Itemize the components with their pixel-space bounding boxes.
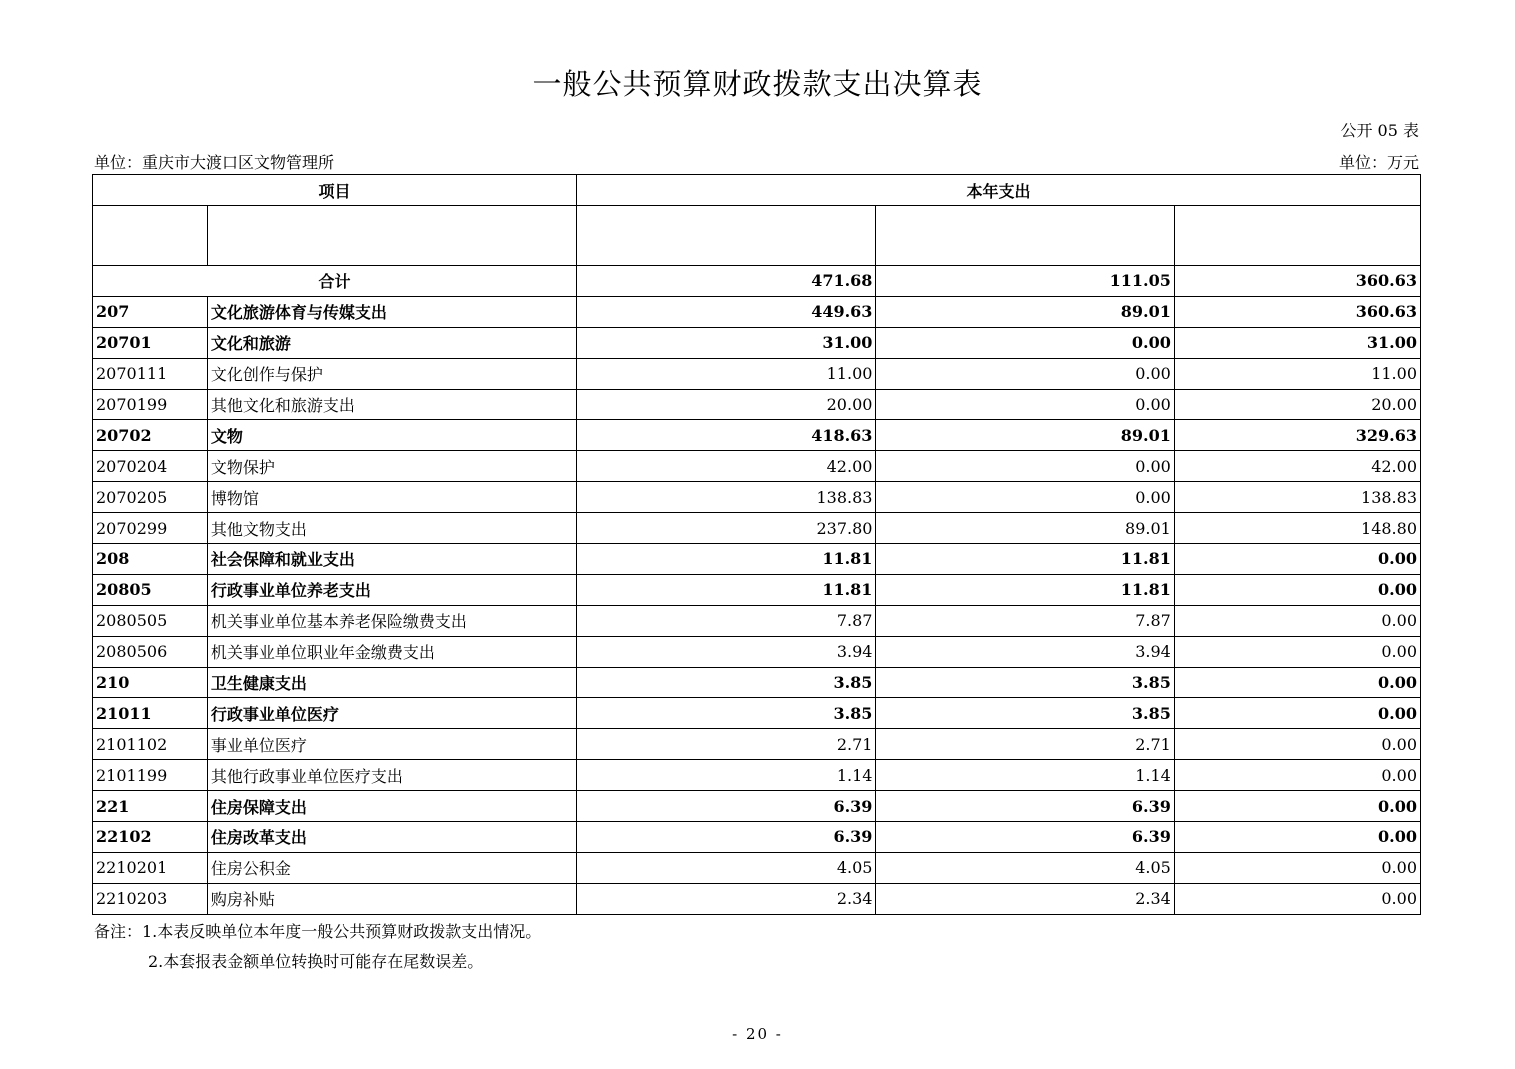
row-value-total: 7.87 bbox=[577, 605, 876, 636]
row-code: 2070111 bbox=[93, 358, 208, 389]
row-name: 卫生健康支出 bbox=[207, 667, 576, 698]
row-value-total: 6.39 bbox=[577, 791, 876, 822]
row-name: 购房补贴 bbox=[207, 883, 576, 914]
row-value-basic: 6.39 bbox=[876, 791, 1174, 822]
row-name: 机关事业单位基本养老保险缴费支出 bbox=[207, 605, 576, 636]
row-value-project: 0.00 bbox=[1174, 822, 1420, 853]
row-value-project: 0.00 bbox=[1174, 852, 1420, 883]
row-value-project: 148.80 bbox=[1174, 513, 1420, 544]
row-value-project: 0.00 bbox=[1174, 698, 1420, 729]
table-row bbox=[93, 389, 1421, 420]
row-value-total: 31.00 bbox=[577, 327, 876, 358]
row-code: 2101102 bbox=[93, 729, 208, 760]
total-label: 合计 bbox=[93, 266, 577, 297]
row-value-basic: 7.87 bbox=[876, 605, 1174, 636]
table-row bbox=[93, 574, 1421, 605]
row-value-total: 4.05 bbox=[577, 852, 876, 883]
row-code: 2070299 bbox=[93, 513, 208, 544]
row-code: 210 bbox=[93, 667, 208, 698]
row-value-project: 0.00 bbox=[1174, 729, 1420, 760]
row-code: 2080505 bbox=[93, 605, 208, 636]
row-code: 2070205 bbox=[93, 482, 208, 513]
row-value-project: 0.00 bbox=[1174, 667, 1420, 698]
subheader-row bbox=[93, 206, 1421, 266]
row-value-total: 449.63 bbox=[577, 296, 876, 327]
subheader-project-cell bbox=[1174, 206, 1420, 266]
row-code: 21011 bbox=[93, 698, 208, 729]
row-value-project: 0.00 bbox=[1174, 760, 1420, 791]
row-value-total: 2.71 bbox=[577, 729, 876, 760]
row-name: 文物 bbox=[207, 420, 576, 451]
row-value-total: 20.00 bbox=[577, 389, 876, 420]
row-code: 2070204 bbox=[93, 451, 208, 482]
form-number: 公开 05 表 bbox=[1340, 121, 1419, 140]
row-value-total: 3.85 bbox=[577, 667, 876, 698]
row-name: 其他行政事业单位医疗支出 bbox=[207, 760, 576, 791]
row-code: 2210201 bbox=[93, 852, 208, 883]
row-value-total: 138.83 bbox=[577, 482, 876, 513]
row-value-total: 6.39 bbox=[577, 822, 876, 853]
row-value-project: 138.83 bbox=[1174, 482, 1420, 513]
table-row bbox=[93, 822, 1421, 853]
table-row bbox=[93, 605, 1421, 636]
row-name: 行政事业单位养老支出 bbox=[207, 574, 576, 605]
note-line-2: 2.本套报表金额单位转换时可能存在尾数误差。 bbox=[148, 952, 484, 971]
header-row bbox=[93, 175, 1421, 206]
row-value-basic: 2.34 bbox=[876, 883, 1174, 914]
total-row bbox=[93, 266, 1421, 297]
row-code: 20701 bbox=[93, 327, 208, 358]
row-value-project: 20.00 bbox=[1174, 389, 1420, 420]
row-value-basic: 2.71 bbox=[876, 729, 1174, 760]
row-name: 事业单位医疗 bbox=[207, 729, 576, 760]
row-code: 2101199 bbox=[93, 760, 208, 791]
total-value-basic: 111.05 bbox=[876, 266, 1174, 297]
row-value-total: 3.85 bbox=[577, 698, 876, 729]
row-value-project: 0.00 bbox=[1174, 791, 1420, 822]
row-value-project: 0.00 bbox=[1174, 636, 1420, 667]
row-value-basic: 11.81 bbox=[876, 574, 1174, 605]
row-code: 221 bbox=[93, 791, 208, 822]
table-row bbox=[93, 451, 1421, 482]
row-name: 文物保护 bbox=[207, 451, 576, 482]
row-value-project: 31.00 bbox=[1174, 327, 1420, 358]
row-name: 住房改革支出 bbox=[207, 822, 576, 853]
row-value-basic: 89.01 bbox=[876, 296, 1174, 327]
row-value-project: 0.00 bbox=[1174, 544, 1420, 575]
row-value-basic: 0.00 bbox=[876, 389, 1174, 420]
row-value-basic: 3.85 bbox=[876, 667, 1174, 698]
row-value-project: 0.00 bbox=[1174, 574, 1420, 605]
total-value-project: 360.63 bbox=[1174, 266, 1420, 297]
row-name: 住房公积金 bbox=[207, 852, 576, 883]
row-code: 2080506 bbox=[93, 636, 208, 667]
row-value-total: 418.63 bbox=[577, 420, 876, 451]
row-code: 2070199 bbox=[93, 389, 208, 420]
note-line-1: 备注：1.本表反映单位本年度一般公共预算财政拨款支出情况。 bbox=[94, 922, 542, 941]
row-value-basic: 4.05 bbox=[876, 852, 1174, 883]
row-name: 文化和旅游 bbox=[207, 327, 576, 358]
row-code: 208 bbox=[93, 544, 208, 575]
subheader-name-cell bbox=[207, 206, 576, 266]
table-row bbox=[93, 698, 1421, 729]
row-value-total: 11.81 bbox=[577, 574, 876, 605]
table-row bbox=[93, 791, 1421, 822]
row-value-basic: 0.00 bbox=[876, 451, 1174, 482]
row-code: 20805 bbox=[93, 574, 208, 605]
row-name: 文化创作与保护 bbox=[207, 358, 576, 389]
row-value-project: 0.00 bbox=[1174, 883, 1420, 914]
table-row bbox=[93, 358, 1421, 389]
row-name: 其他文化和旅游支出 bbox=[207, 389, 576, 420]
row-code: 2210203 bbox=[93, 883, 208, 914]
table-row bbox=[93, 296, 1421, 327]
row-name: 住房保障支出 bbox=[207, 791, 576, 822]
page-number: - 20 - bbox=[732, 1025, 783, 1043]
organization-unit: 单位：重庆市大渡口区文物管理所 bbox=[94, 153, 335, 172]
row-name: 其他文物支出 bbox=[207, 513, 576, 544]
row-value-project: 42.00 bbox=[1174, 451, 1420, 482]
row-code: 22102 bbox=[93, 822, 208, 853]
row-value-total: 1.14 bbox=[577, 760, 876, 791]
row-name: 社会保障和就业支出 bbox=[207, 544, 576, 575]
table-row bbox=[93, 544, 1421, 575]
row-value-basic: 3.94 bbox=[876, 636, 1174, 667]
header-item: 项目 bbox=[93, 175, 577, 206]
table-row bbox=[93, 636, 1421, 667]
table-row bbox=[93, 513, 1421, 544]
row-value-basic: 0.00 bbox=[876, 358, 1174, 389]
row-value-basic: 0.00 bbox=[876, 482, 1174, 513]
row-value-basic: 6.39 bbox=[876, 822, 1174, 853]
row-value-basic: 3.85 bbox=[876, 698, 1174, 729]
table-row bbox=[93, 729, 1421, 760]
row-name: 文化旅游体育与传媒支出 bbox=[207, 296, 576, 327]
row-code: 207 bbox=[93, 296, 208, 327]
table-row bbox=[93, 482, 1421, 513]
notes bbox=[94, 917, 541, 977]
row-value-total: 42.00 bbox=[577, 451, 876, 482]
row-value-project: 11.00 bbox=[1174, 358, 1420, 389]
subheader-basic-cell bbox=[876, 206, 1174, 266]
row-value-basic: 89.01 bbox=[876, 420, 1174, 451]
row-value-basic: 0.00 bbox=[876, 327, 1174, 358]
row-value-total: 11.81 bbox=[577, 544, 876, 575]
row-value-basic: 1.14 bbox=[876, 760, 1174, 791]
row-value-basic: 11.81 bbox=[876, 544, 1174, 575]
table-row bbox=[93, 327, 1421, 358]
row-value-total: 11.00 bbox=[577, 358, 876, 389]
table-row bbox=[93, 883, 1421, 914]
subheader-total-cell bbox=[577, 206, 876, 266]
table-row bbox=[93, 420, 1421, 451]
subheader-code-cell bbox=[93, 206, 208, 266]
table-row bbox=[93, 667, 1421, 698]
row-value-basic: 89.01 bbox=[876, 513, 1174, 544]
row-value-project: 0.00 bbox=[1174, 605, 1420, 636]
row-value-total: 237.80 bbox=[577, 513, 876, 544]
row-name: 行政事业单位医疗 bbox=[207, 698, 576, 729]
row-value-project: 329.63 bbox=[1174, 420, 1420, 451]
row-code: 20702 bbox=[93, 420, 208, 451]
row-value-project: 360.63 bbox=[1174, 296, 1420, 327]
total-value-total: 471.68 bbox=[577, 266, 876, 297]
row-value-total: 3.94 bbox=[577, 636, 876, 667]
expenditure-table bbox=[92, 174, 1421, 915]
table-row bbox=[93, 852, 1421, 883]
table-row bbox=[93, 760, 1421, 791]
header-expense: 本年支出 bbox=[577, 175, 1421, 206]
row-name: 机关事业单位职业年金缴费支出 bbox=[207, 636, 576, 667]
currency-unit: 单位：万元 bbox=[1338, 153, 1419, 172]
row-name: 博物馆 bbox=[207, 482, 576, 513]
page-title: 一般公共预算财政拨款支出决算表 bbox=[532, 67, 983, 101]
row-value-total: 2.34 bbox=[577, 883, 876, 914]
